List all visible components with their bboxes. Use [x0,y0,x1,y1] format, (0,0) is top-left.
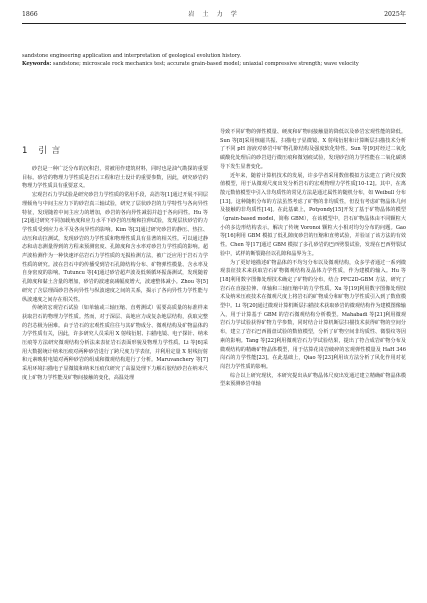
paragraph: 近年来，随着计算机技术的发展，许多学者采用数值模拟方法建立了跨尺度数值模型，用于从微观尺度出发分析岩石的宏观物理力学性质[10-12]。其中，在离散元数值模型中引入非均质性的常见方法是通过属性的随机分布，如 Weibull 分布[13]。这种随机分布的方法虽然考虑了矿物的非均质性，但没有考虑矿物晶体几何及接触的非均质性[14]。在此基础上，Potyondy[15]开发了基于矿物晶体的模型（grain-based model，简称 GBM），在该模型中，岩石矿物晶体由不同颗粒大小的多边形结构表示。解决了传统 Voronoi 颗粒大小相对均匀分布的问题。Gao 等[16]利用 GBM 模拟了低孔隙度砂岩的压缩和直剪试验，并验证了该方法的有效性。Chen 等[17]通过 GBM 模拟了多孔砂岩的巴西劈裂试验，发现在巴西劈裂试验中，试样的断裂路径以孔隙和晶界为主。 [220,172,406,257]
paragraph: 砂岩是一种广泛分布的沉积岩，常被用作建筑材料，同时也是油气勘探的重要目标。砂岩的物理力学性质是岩石工程和岩土设计的重要参数，因此，研究砂岩的物理力学性质具有重要意义。 [22,166,208,190]
left-column [22,132,208,383]
header-rule [22,23,406,24]
right-column [220,128,406,389]
paragraph: 为了更好地描述矿物晶体的不均匀分布以及微观结构，众多学者通过一系列微观表征技术来获取岩石矿物微观结构及晶体力学性质，作为建模的输入。Hu 等[18]利用数字图像处理技术确定了矿物的分布，结合 PFC2D-GBM 方法，研究了岩石在直接拉伸、单轴和三轴压缩中的力学性质。Xu 等[19]利用数字图像处理技术及纳米压痕技术在微观尺度上将岩石的矿物成分和矿物力学性质引入到了数值模型中。Li 等[20]通过微观计算机断层扫描技术获取砂岩的微观结构作为建模图像输入，用于计算基于 GBM 的岩石微观结构分析模型。Mahabadi 等[21]利用微观岩石力学试验获得矿物力学参数，同时结合计算机断层扫描技术获得矿物的空间分布，建立了岩石巴西圆盘试验的数值模型，分析了矿物空间非均质性、微裂纹等因素的影响。Tang 等[22]利用微观岩石力学试验结果，提出了符合成岩矿物分布及微观结构的精确矿物晶体模型，用于估算花岗岩破碎的宏观弹性模量及 HaH 346 岗石的力学性能[23]。在此基础上，Qiao 等[23]利用该方法分析了风化作用对花岗岩力学性质的影响。 [220,259,406,370]
section-heading [22,145,208,157]
abstract-tail: sandstone engineering application and interpretation of geological evolution history. [22,53,241,59]
abstract-block [22,52,406,68]
page-number: 1866 [22,11,38,18]
keywords-text: sandstone; microscale rock mechanics test; accurate grain-based model; uniaxial compressive strength; wave velocity [51,61,359,68]
year: 2025年 [384,11,406,18]
paragraph: 传统的宏观岩石试验（如单轴或三轴压缩、直剪测试）需要高质量的标准样来获取岩石的物理力学性质。然而，对于深层、高地应力或复杂地层结构，获取完整的岩芯极为困难。由于岩石的宏观性质往往与其矿物成分、微观结构及矿物晶体的力学性质有关，因此，许多研究人员采用 X 射线衍射、扫描电镜、电子探针、纳米压痕等方法研究微观结构分析法来表征岩石表面形貌及物理力学性质。Li 等[6]采用大数据统计纳米压痕对两种砂岩进行了跨尺度力学表征，并利用定量 X 射线衍射和元素映射电镜对两种砂岩的组成和微观结构进行了分析。Maruvanchery 等[7]采用环境扫描电子显微镜和纳米压痕仪研究了高温处理下力解石胶结砂岩在纳米尺度上矿物力学性能及矿物间接触的变化，高温处理 [22,305,208,381]
keywords-line [22,60,406,68]
journal-name: 岩 土 力 学 [188,11,240,18]
running-header [22,9,406,21]
paragraph: 宏观岩石力学试验是研究砂岩力学性质的常用手段，高浩等[1]通过开展不同层理倾角与中间主应力下的砂岩真三轴试验，研究了层状砂岩的力学特性与各向异性特征，发现随着中间主应力的增加，砂岩的各向异性减弱并趋于各向同性。Hu 等[2]通过研究不同加载角度和应力水平下砂岩的压缩和拉伸试验，发现层状砂岩的力学性质受到应力水平及各向异性的影响。Kim 等[3]通过研究砂岩的静压、热拉、动压和动拉测试，发现砂岩的力学性质和物理性质具有显著的相关性。可以通过静态和动态测量得到的方程来预测密度、孔隙度和含水率对砂岩力学性质的影响。超声波检测作为一种快速评估岩石力学性质的无损检测方法，被广泛应用于岩石力学性质的研究。波在岩石中的传播受到岩石孔隙结构分布、矿物弹性模量、含水率及自身密度的影响。Tutuncu 等[4]通过砂岩超声波及低频循环振荡测试，发现随着孔隙度和黏土含量的增加，砂岩的波速衰减幅度增大，波速整体减小。Zhou 等[5]研究了含层理面砂岩各向异性与纵波速度之间的关系，揭示了各向异性力学性能与纵波速度之间存在相关性。 [22,192,208,303]
section-number: 1 [22,146,29,156]
paragraph: 综合以上研究现状，本研究提出从矿物晶体尺度出发通过建立精确矿物晶体模型来预测砂岩单轴 [220,372,406,388]
keywords-label: Keywords: [22,61,52,68]
paragraph: 导致不同矿物的弹性模量、硬度和矿物间接触量的降低以及砂岩宏观性能的降低。Sun 等[8]采用核磁共振、扫描电子显微镜、X 射线衍射和计算断层扫描技术分析了不同 pH 溶液对砂岩中矿物孔隙结构及强度软化特性。Sun 等[9]对经过二氧化碳酸化处理后的砂岩进行微压痕和微划痕试验，发现砂岩的力学性能在二氧化碳诱导下发生显著变化。 [220,129,406,170]
section-title: 引 言 [38,146,62,156]
